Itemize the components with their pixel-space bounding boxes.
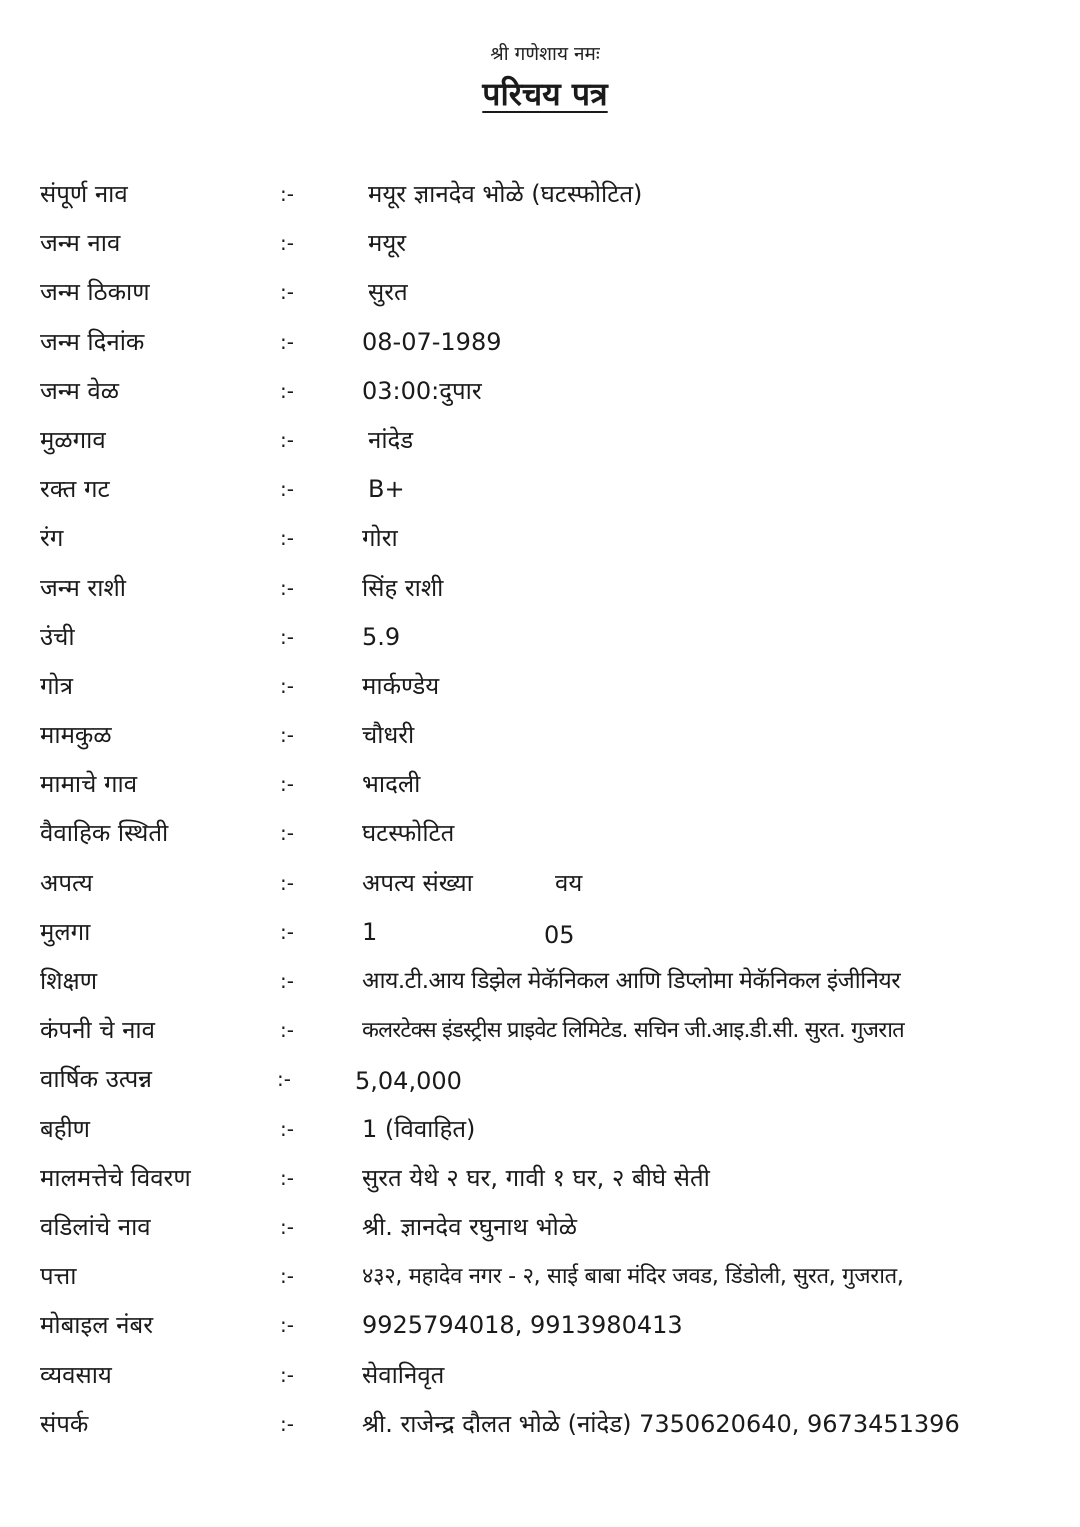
row-value: घटस्फोटित bbox=[362, 819, 455, 848]
row-value-secondary: 05 bbox=[544, 920, 575, 949]
row-value: 5,04,000 bbox=[355, 1067, 462, 1096]
row-mobile bbox=[0, 1301, 1080, 1350]
row-full-name bbox=[0, 170, 1080, 219]
row-label: रंग bbox=[40, 524, 64, 553]
row-value: 1 bbox=[362, 917, 378, 946]
row-separator: :- bbox=[280, 427, 294, 452]
row-children bbox=[0, 859, 1080, 908]
row-label: मामाचे गाव bbox=[40, 770, 138, 799]
row-son bbox=[0, 908, 1080, 957]
row-birth-name bbox=[0, 219, 1080, 268]
row-value: गोरा bbox=[362, 524, 398, 553]
invocation-text: श्री गणेशाय नमः bbox=[490, 43, 600, 65]
row-label: मालमत्तेचे विवरण bbox=[40, 1163, 191, 1192]
row-separator: :- bbox=[280, 969, 294, 993]
row-zodiac bbox=[0, 564, 1080, 613]
row-separator: :- bbox=[280, 280, 294, 305]
row-label: जन्म वेळ bbox=[40, 376, 120, 405]
row-separator: :- bbox=[280, 477, 294, 502]
row-separator: :- bbox=[280, 772, 294, 797]
row-sister bbox=[0, 1105, 1080, 1154]
row-label: बहीण bbox=[40, 1114, 91, 1143]
row-separator: :- bbox=[280, 1313, 294, 1338]
row-father-name bbox=[0, 1203, 1080, 1252]
row-separator: :- bbox=[280, 624, 294, 649]
row-separator: :- bbox=[280, 821, 294, 846]
row-label: वडिलांचे नाव bbox=[40, 1212, 151, 1241]
row-education bbox=[0, 957, 1080, 1006]
row-separator: :- bbox=[280, 378, 294, 403]
row-label: जन्म राशी bbox=[40, 573, 126, 602]
row-value: 1 (विवाहित) bbox=[362, 1114, 476, 1143]
row-separator: :- bbox=[280, 1165, 294, 1190]
details-list bbox=[0, 170, 1080, 1449]
row-label: उंची bbox=[40, 622, 75, 651]
row-value: 5.9 bbox=[362, 622, 401, 651]
row-complexion bbox=[0, 514, 1080, 563]
row-value: सुरत येथे २ घर, गावी १ घर, २ बीघे सेती bbox=[362, 1163, 710, 1192]
row-label: संपूर्ण नाव bbox=[40, 180, 128, 208]
row-separator: :- bbox=[280, 919, 294, 944]
row-label: पत्ता bbox=[40, 1262, 77, 1291]
row-separator: :- bbox=[277, 1067, 291, 1092]
row-value: 08-07-1989 bbox=[362, 327, 502, 356]
row-separator: :- bbox=[280, 870, 294, 895]
row-property bbox=[0, 1154, 1080, 1203]
row-birth-place bbox=[0, 268, 1080, 317]
row-separator: :- bbox=[280, 575, 294, 600]
row-native-place bbox=[0, 416, 1080, 465]
row-value: सुरत bbox=[368, 278, 408, 307]
row-label: वैवाहिक स्थिती bbox=[40, 819, 169, 848]
row-contact bbox=[0, 1400, 1080, 1449]
row-maternal-village bbox=[0, 760, 1080, 809]
row-label: शिक्षण bbox=[40, 967, 98, 995]
row-separator: :- bbox=[280, 526, 294, 551]
row-blood-group bbox=[0, 465, 1080, 514]
row-label: व्यवसाय bbox=[40, 1360, 112, 1389]
row-label: जन्म ठिकाण bbox=[40, 278, 150, 307]
row-label: जन्म दिनांक bbox=[40, 327, 145, 356]
row-value: कलरटेक्स इंडस्ट्रीस प्राइवेट लिमिटेड. सचिन जी.आइ.डी.सी. सुरत. गुजरात bbox=[362, 1018, 904, 1044]
row-value: 03:00:दुपार bbox=[362, 376, 482, 405]
row-label: संपर्क bbox=[40, 1409, 89, 1438]
row-value: मयूर ज्ञानदेव भोळे (घटस्फोटित) bbox=[368, 180, 643, 208]
row-value: 9925794018, 9913980413 bbox=[362, 1311, 683, 1340]
row-separator: :- bbox=[280, 1411, 294, 1436]
page-title-text: परिचय पत्र bbox=[482, 75, 608, 113]
row-company bbox=[0, 1006, 1080, 1055]
row-label: वार्षिक उत्पन्न bbox=[40, 1065, 152, 1094]
row-value: श्री. राजेन्द्र दौलत भोळे (नांदेड) 7350620640, 9673451396 bbox=[362, 1409, 960, 1438]
row-label: गोत्र bbox=[40, 671, 73, 700]
row-separator: :- bbox=[280, 1018, 294, 1043]
row-label: जन्म नाव bbox=[40, 229, 121, 258]
row-label: मुळगाव bbox=[40, 425, 106, 454]
row-label: रक्त गट bbox=[40, 475, 110, 504]
row-value: मार्कण्डेय bbox=[362, 671, 440, 700]
row-separator: :- bbox=[280, 673, 294, 698]
row-annual-income bbox=[0, 1055, 1080, 1104]
row-separator: :- bbox=[280, 1264, 294, 1289]
row-height bbox=[0, 613, 1080, 662]
row-value: नांदेड bbox=[368, 425, 414, 454]
row-label: कंपनी चे नाव bbox=[40, 1016, 155, 1045]
row-label: मुलगा bbox=[40, 917, 91, 946]
row-value: ४३२, महादेव नगर - २, साई बाबा मंदिर जवड, डिंडोली, सुरत, गुजरात, bbox=[362, 1264, 904, 1290]
row-separator: :- bbox=[280, 1362, 294, 1387]
row-birth-time bbox=[0, 367, 1080, 416]
row-address bbox=[0, 1252, 1080, 1301]
row-occupation bbox=[0, 1351, 1080, 1400]
row-value: आय.टी.आय डिझेल मेकॅनिकल आणि डिप्लोमा मेकॅनिकल इंजीनियर bbox=[362, 968, 901, 994]
row-gotra bbox=[0, 662, 1080, 711]
row-separator: :- bbox=[280, 1116, 294, 1141]
row-birth-date bbox=[0, 318, 1080, 367]
row-value: सेवानिवृत bbox=[362, 1360, 445, 1389]
row-value: श्री. ज्ञानदेव रघुनाथ भोळे bbox=[362, 1212, 577, 1241]
row-label: अपत्य bbox=[40, 868, 93, 897]
row-separator: :- bbox=[280, 1214, 294, 1239]
row-value: B+ bbox=[368, 475, 405, 504]
row-value: अपत्य संख्या bbox=[362, 868, 473, 897]
row-separator: :- bbox=[280, 723, 294, 748]
row-separator: :- bbox=[280, 182, 294, 206]
row-label: मोबाइल नंबर bbox=[40, 1311, 154, 1340]
row-value-secondary: वय bbox=[555, 868, 583, 897]
row-maternal-clan bbox=[0, 711, 1080, 760]
row-value: मयूर bbox=[368, 229, 407, 258]
page-title bbox=[0, 72, 1080, 115]
row-value: भादली bbox=[362, 770, 421, 799]
row-value: सिंह राशी bbox=[362, 573, 444, 602]
row-label: मामकुळ bbox=[40, 721, 112, 750]
row-separator: :- bbox=[280, 329, 294, 354]
row-value: चौधरी bbox=[362, 721, 415, 750]
row-separator: :- bbox=[280, 231, 294, 256]
row-marital-status bbox=[0, 809, 1080, 858]
